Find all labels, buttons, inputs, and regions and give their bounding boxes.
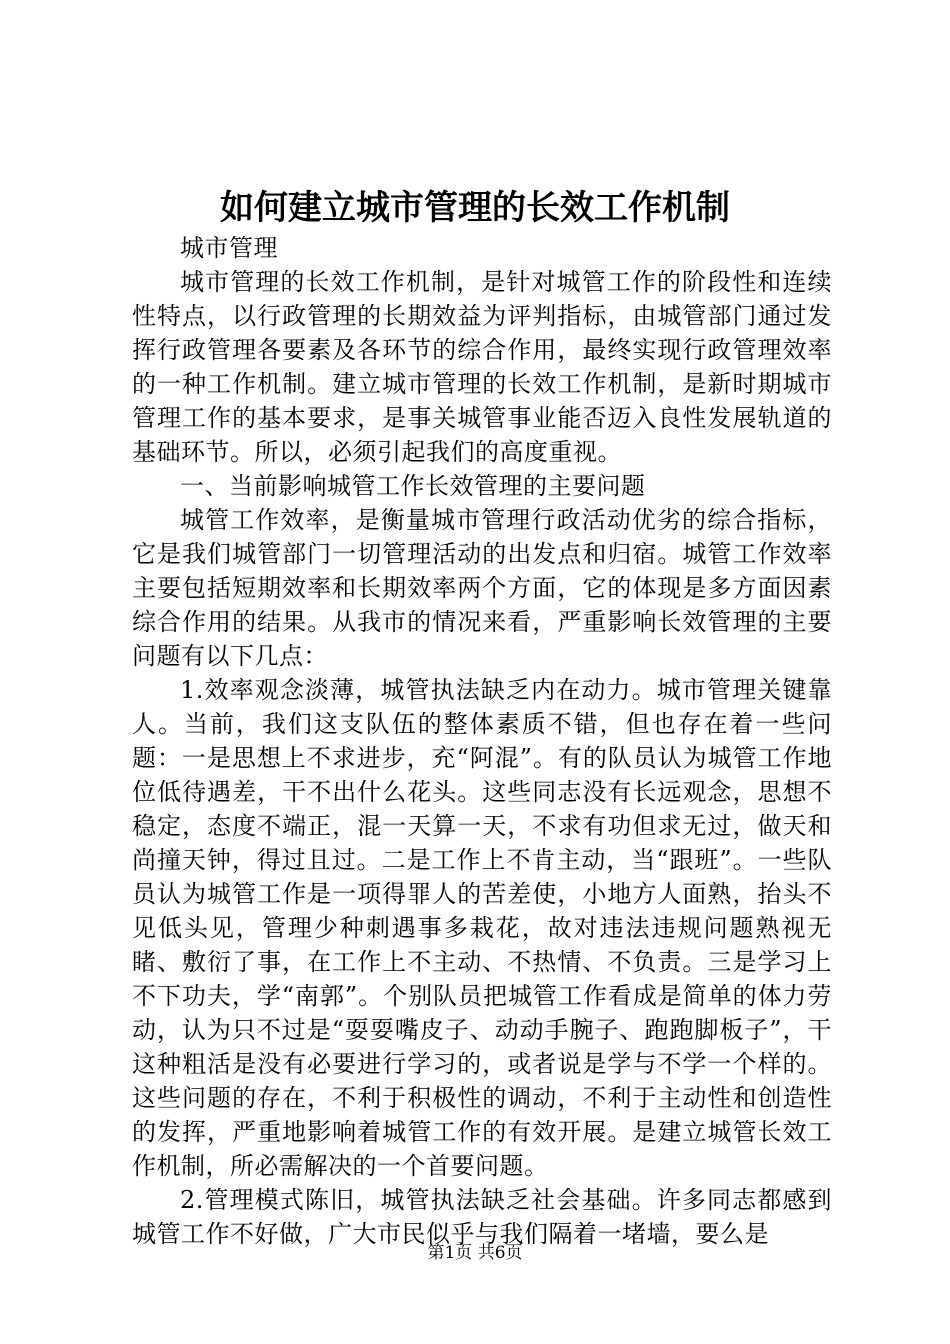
section-label: 城市管理 <box>180 234 278 262</box>
intro-paragraph: 城市管理的长效工作机制，是针对城管工作的阶段性和连续性特点，以行政管理的长期效益为评判指标，由城管部门通过发挥行政管理各要素及各环节的综合作用，最终实现行政管理效率的一种工作机制。建立城市管理的长效工作机制，是新时期城市管理工作的基本要求，是事关城管事业能否迈入良性发展轨道的基础环节。所以，必须引起我们的高度重视。 <box>132 268 832 466</box>
page-footer: 第1页 共6页 <box>427 1243 523 1263</box>
body-paragraph: 1.效率观念淡薄，城管执法缺乏内在动力。城市管理关键靠人。当前，我们这支队伍的整体素质不错，但也存在着一些问题：一是思想上不求进步，充“阿混”。有的队员认为城管工作地位低待遇差，干不出什么花头。这些同志没有长远观念，思想不稳定，态度不端正，混一天算一天，不求有功但求无过，做天和尚撞天钟，得过且过。二是工作上不肯主动，当“跟班”。一些队员认为城管工作是一项得罪人的苦差使，小地方人面熟，抬头不见低头见，管理少种刺遇事多栽花，故对违法违规问题熟视无睹、敷衍了事，在工作上不主动、不热情、不负责。三是学习上不下功夫，学“南郭”。个别队员把城管工作看成是简单的体力劳动，认为只不过是“耍耍嘴皮子、动动手腕子、跑跑脚板子”，干这种粗活是没有必要进行学习的，或者说是学与不学一个样的。这些问题的存在，不利于积极性的调动，不利于主动性和创造性的发挥，严重地影响着城管工作的有效开展。是建立城管长效工作机制，所必需解决的一个首要问题。 <box>132 676 832 1180</box>
body-paragraph: 城管工作效率，是衡量城市管理行政活动优劣的综合指标，它是我们城管部门一切管理活动的出发点和归宿。城管工作效率主要包括短期效率和长期效率两个方面，它的体现是多方面因素综合作用的结果。从我市的情况来看，严重影响长效管理的主要问题有以下几点： <box>132 506 832 670</box>
document-title: 如何建立城市管理的长效工作机制 <box>220 188 730 228</box>
section-heading: 一、当前影响城管工作长效管理的主要问题 <box>180 472 646 500</box>
document-body <box>132 231 832 1251</box>
body-paragraph: 2.管理模式陈旧，城管执法缺乏社会基础。许多同志都感到城管工作不好做，广大市民似乎与我们隔着一堵墙，要么是 <box>132 1186 832 1248</box>
